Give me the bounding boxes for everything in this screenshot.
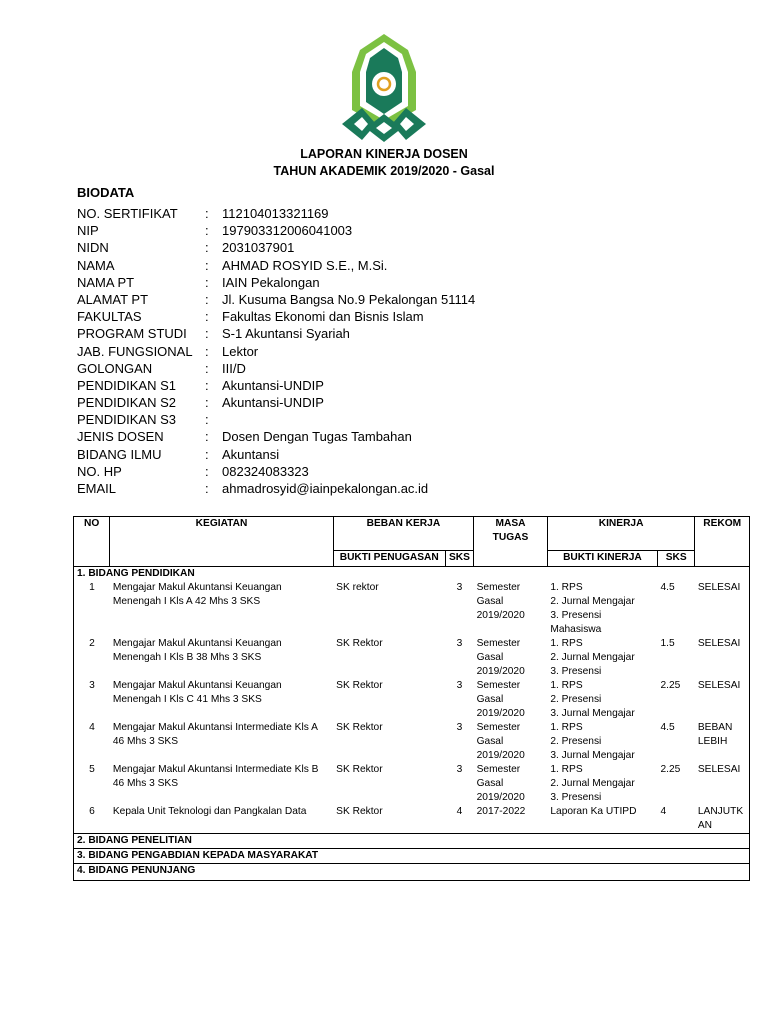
row-sks: 3: [456, 582, 463, 593]
biodata-colon: :: [205, 446, 209, 462]
biodata-value: Akuntansi: [222, 446, 280, 462]
biodata-label: PROGRAM STUDI: [77, 326, 187, 342]
col-header-rekom: REKOM: [695, 517, 750, 567]
col-header-beban-kerja: BEBAN KERJA: [333, 517, 473, 551]
biodata-value: 2031037901: [222, 240, 295, 256]
row-kegiatan: Mengajar Makul Akuntansi Intermediate Kls A 46 Mhs 3 SKS: [112, 722, 318, 747]
col-header-masa-tugas: MASA TUGAS: [474, 517, 548, 567]
row-bukti-kinerja: 1. RPS 2. Jurnal Mengajar 3. Presensi: [550, 638, 635, 677]
biodata-row: [77, 428, 552, 445]
biodata-row: [77, 325, 552, 342]
biodata-row: [77, 360, 552, 377]
row-sks-kinerja: 4.5: [660, 722, 675, 733]
biodata-row: [77, 463, 552, 480]
row-kegiatan: Mengajar Makul Akuntansi Keuangan Menengah I Kls A 42 Mhs 3 SKS: [112, 582, 282, 607]
row-sks: 3: [456, 764, 463, 775]
biodata-row: [77, 257, 552, 274]
institution-logo: [338, 32, 430, 148]
biodata-row: [77, 291, 552, 308]
row-no: 5: [74, 763, 110, 805]
biodata-label: NO. HP: [77, 463, 122, 479]
row-rekom: SELESAI: [695, 581, 750, 637]
table-row: [74, 581, 750, 637]
biodata-row: [77, 394, 552, 411]
biodata-colon: :: [205, 291, 209, 307]
table-row: [74, 721, 750, 763]
biodata-row: [77, 446, 552, 463]
row-bukti-kinerja: 1. RPS 2. Presensi 3. Jurnal Mengajar: [550, 680, 635, 719]
biodata-label: PENDIDIKAN S1: [77, 377, 176, 393]
row-no: 6: [74, 805, 110, 834]
biodata-label: JENIS DOSEN: [77, 429, 164, 445]
academic-year-title: TAHUN AKADEMIK 2019/2020 - Gasal: [273, 164, 495, 178]
biodata-label: NIP: [77, 223, 99, 239]
col-header-sks: SKS: [445, 551, 473, 567]
biodata-value: 197903312006041003: [222, 223, 353, 239]
row-rekom: LANJUTK AN: [695, 805, 750, 834]
biodata-row: [77, 480, 552, 497]
row-sks: 4: [456, 806, 463, 817]
performance-table: [73, 516, 750, 881]
row-sks: 3: [456, 638, 463, 649]
biodata-value: AHMAD ROSYID S.E., M.Si.: [222, 257, 388, 273]
biodata-value: Dosen Dengan Tugas Tambahan: [222, 429, 412, 445]
biodata-colon: :: [205, 481, 209, 496]
biodata-label: FAKULTAS: [77, 309, 142, 325]
biodata-colon: :: [205, 326, 209, 342]
row-bukti-penugasan: SK Rektor: [336, 806, 383, 817]
row-sks: 3: [456, 680, 463, 691]
biodata-row: [77, 205, 552, 222]
row-bukti-penugasan: SK Rektor: [336, 722, 383, 733]
biodata-label: NAMA: [77, 257, 115, 273]
table-row: [74, 637, 750, 679]
biodata-colon: :: [205, 377, 209, 393]
biodata-label: NIDN: [77, 240, 109, 256]
row-bukti-penugasan: SK Rektor: [336, 764, 383, 775]
col-header-no: NO: [74, 517, 110, 567]
table-row: [74, 805, 750, 834]
row-sks-kinerja: 2.25: [660, 764, 681, 775]
biodata-label: EMAIL: [77, 481, 117, 496]
biodata-value: Akuntansi-UNDIP: [222, 395, 324, 411]
biodata-value: [222, 411, 552, 428]
row-masa-tugas: Semester Gasal 2019/2020: [476, 722, 525, 761]
row-sks: 3: [456, 722, 463, 733]
biodata-value: Fakultas Ekonomi dan Bisnis Islam: [222, 309, 424, 325]
biodata-value: ahmadrosyid@iainpekalongan.ac.id: [222, 481, 429, 496]
row-no: 4: [74, 721, 110, 763]
row-bukti-kinerja: Laporan Ka UTIPD: [550, 806, 637, 817]
biodata-colon: :: [205, 463, 209, 479]
row-no: 3: [74, 679, 110, 721]
biodata-colon: :: [205, 223, 209, 239]
row-masa-tugas: Semester Gasal 2019/2020: [476, 764, 525, 803]
row-masa-tugas: Semester Gasal 2019/2020: [476, 680, 525, 719]
row-sks-kinerja: 4.5: [660, 582, 675, 593]
row-kegiatan: Mengajar Makul Akuntansi Keuangan Menengah I Kls B 38 Mhs 3 SKS: [112, 638, 282, 663]
row-bukti-penugasan: SK rektor: [336, 582, 379, 593]
col-header-bukti-kinerja: BUKTI KINERJA: [547, 551, 657, 567]
biodata-row: [77, 308, 552, 325]
biodata-colon: :: [205, 206, 209, 221]
biodata-colon: :: [205, 412, 209, 428]
biodata-list: [77, 205, 552, 497]
row-sks-kinerja: 2.25: [660, 680, 681, 691]
section-pendidikan: 1. BIDANG PENDIDIKAN: [74, 567, 750, 582]
biodata-colon: :: [205, 309, 209, 325]
row-bukti-penugasan: SK Rektor: [336, 638, 383, 649]
biodata-label: BIDANG ILMU: [77, 446, 162, 462]
row-sks-kinerja: 4: [660, 806, 667, 817]
row-rekom: BEBAN LEBIH: [695, 721, 750, 763]
biodata-colon: :: [205, 429, 209, 445]
row-masa-tugas: Semester Gasal 2019/2020: [476, 582, 525, 621]
section-penelitian: 2. BIDANG PENELITIAN: [74, 834, 750, 849]
biodata-value: 082324083323: [222, 463, 309, 479]
row-rekom: SELESAI: [695, 637, 750, 679]
row-rekom: SELESAI: [695, 763, 750, 805]
biodata-label: NAMA PT: [77, 274, 135, 290]
biodata-value: Akuntansi-UNDIP: [222, 377, 324, 393]
row-no: 2: [74, 637, 110, 679]
biodata-row: [77, 343, 552, 360]
report-title: LAPORAN KINERJA DOSEN: [300, 147, 468, 161]
biodata-value: S-1 Akuntansi Syariah: [222, 326, 350, 342]
col-header-sks-kinerja: SKS: [657, 551, 694, 567]
row-bukti-penugasan: SK Rektor: [336, 680, 383, 691]
row-sks-kinerja: 1.5: [660, 638, 675, 649]
biodata-label: GOLONGAN: [77, 360, 153, 376]
col-header-bukti-penugasan: BUKTI PENUGASAN: [333, 551, 445, 567]
biodata-colon: :: [205, 360, 209, 376]
biodata-colon: :: [205, 395, 209, 411]
row-kegiatan: Mengajar Makul Akuntansi Intermediate Kls B 46 Mhs 3 SKS: [112, 764, 319, 789]
biodata-label: ALAMAT PT: [77, 291, 149, 307]
biodata-row: [77, 239, 552, 256]
biodata-colon: :: [205, 257, 209, 273]
row-bukti-kinerja: 1. RPS 2. Jurnal Mengajar 3. Presensi: [550, 764, 635, 803]
biodata-label: JAB. FUNGSIONAL: [77, 343, 193, 359]
biodata-value: Lektor: [222, 343, 259, 359]
col-header-kegiatan: KEGIATAN: [110, 517, 333, 567]
row-kegiatan: Kepala Unit Teknologi dan Pangkalan Data: [112, 806, 307, 817]
biodata-value: IAIN Pekalongan: [222, 274, 320, 290]
biodata-row: [77, 377, 552, 394]
table-row: [74, 679, 750, 721]
biodata-row: [77, 411, 552, 428]
biodata-label: PENDIDIKAN S2: [77, 395, 176, 411]
row-bukti-kinerja: 1. RPS 2. Jurnal Mengajar 3. Presensi Mahasiswa: [550, 582, 635, 635]
biodata-row: [77, 274, 552, 291]
biodata-row: [77, 222, 552, 239]
biodata-value: 112104013321169: [222, 206, 329, 221]
row-rekom: SELESAI: [695, 679, 750, 721]
row-masa-tugas: Semester Gasal 2019/2020: [476, 638, 525, 677]
row-masa-tugas: 2017-2022: [476, 806, 526, 817]
biodata-label: NO. SERTIFIKAT: [77, 206, 178, 221]
col-header-kinerja: KINERJA: [547, 517, 695, 551]
biodata-colon: :: [205, 274, 209, 290]
section-pengabdian: 3. BIDANG PENGABDIAN KEPADA MASYARAKAT: [74, 849, 750, 864]
section-penunjang: 4. BIDANG PENUNJANG: [74, 864, 750, 881]
row-no: 1: [74, 581, 110, 637]
biodata-value: Jl. Kusuma Bangsa No.9 Pekalongan 51114: [222, 291, 476, 307]
biodata-colon: :: [205, 343, 209, 359]
biodata-colon: :: [205, 240, 209, 256]
table-row: [74, 763, 750, 805]
biodata-label: PENDIDIKAN S3: [77, 412, 176, 428]
row-kegiatan: Mengajar Makul Akuntansi Keuangan Menengah I Kls C 41 Mhs 3 SKS: [112, 680, 282, 705]
biodata-value: III/D: [222, 360, 246, 376]
biodata-heading: BIODATA: [77, 185, 135, 200]
row-bukti-kinerja: 1. RPS 2. Presensi 3. Jurnal Mengajar: [550, 722, 635, 761]
